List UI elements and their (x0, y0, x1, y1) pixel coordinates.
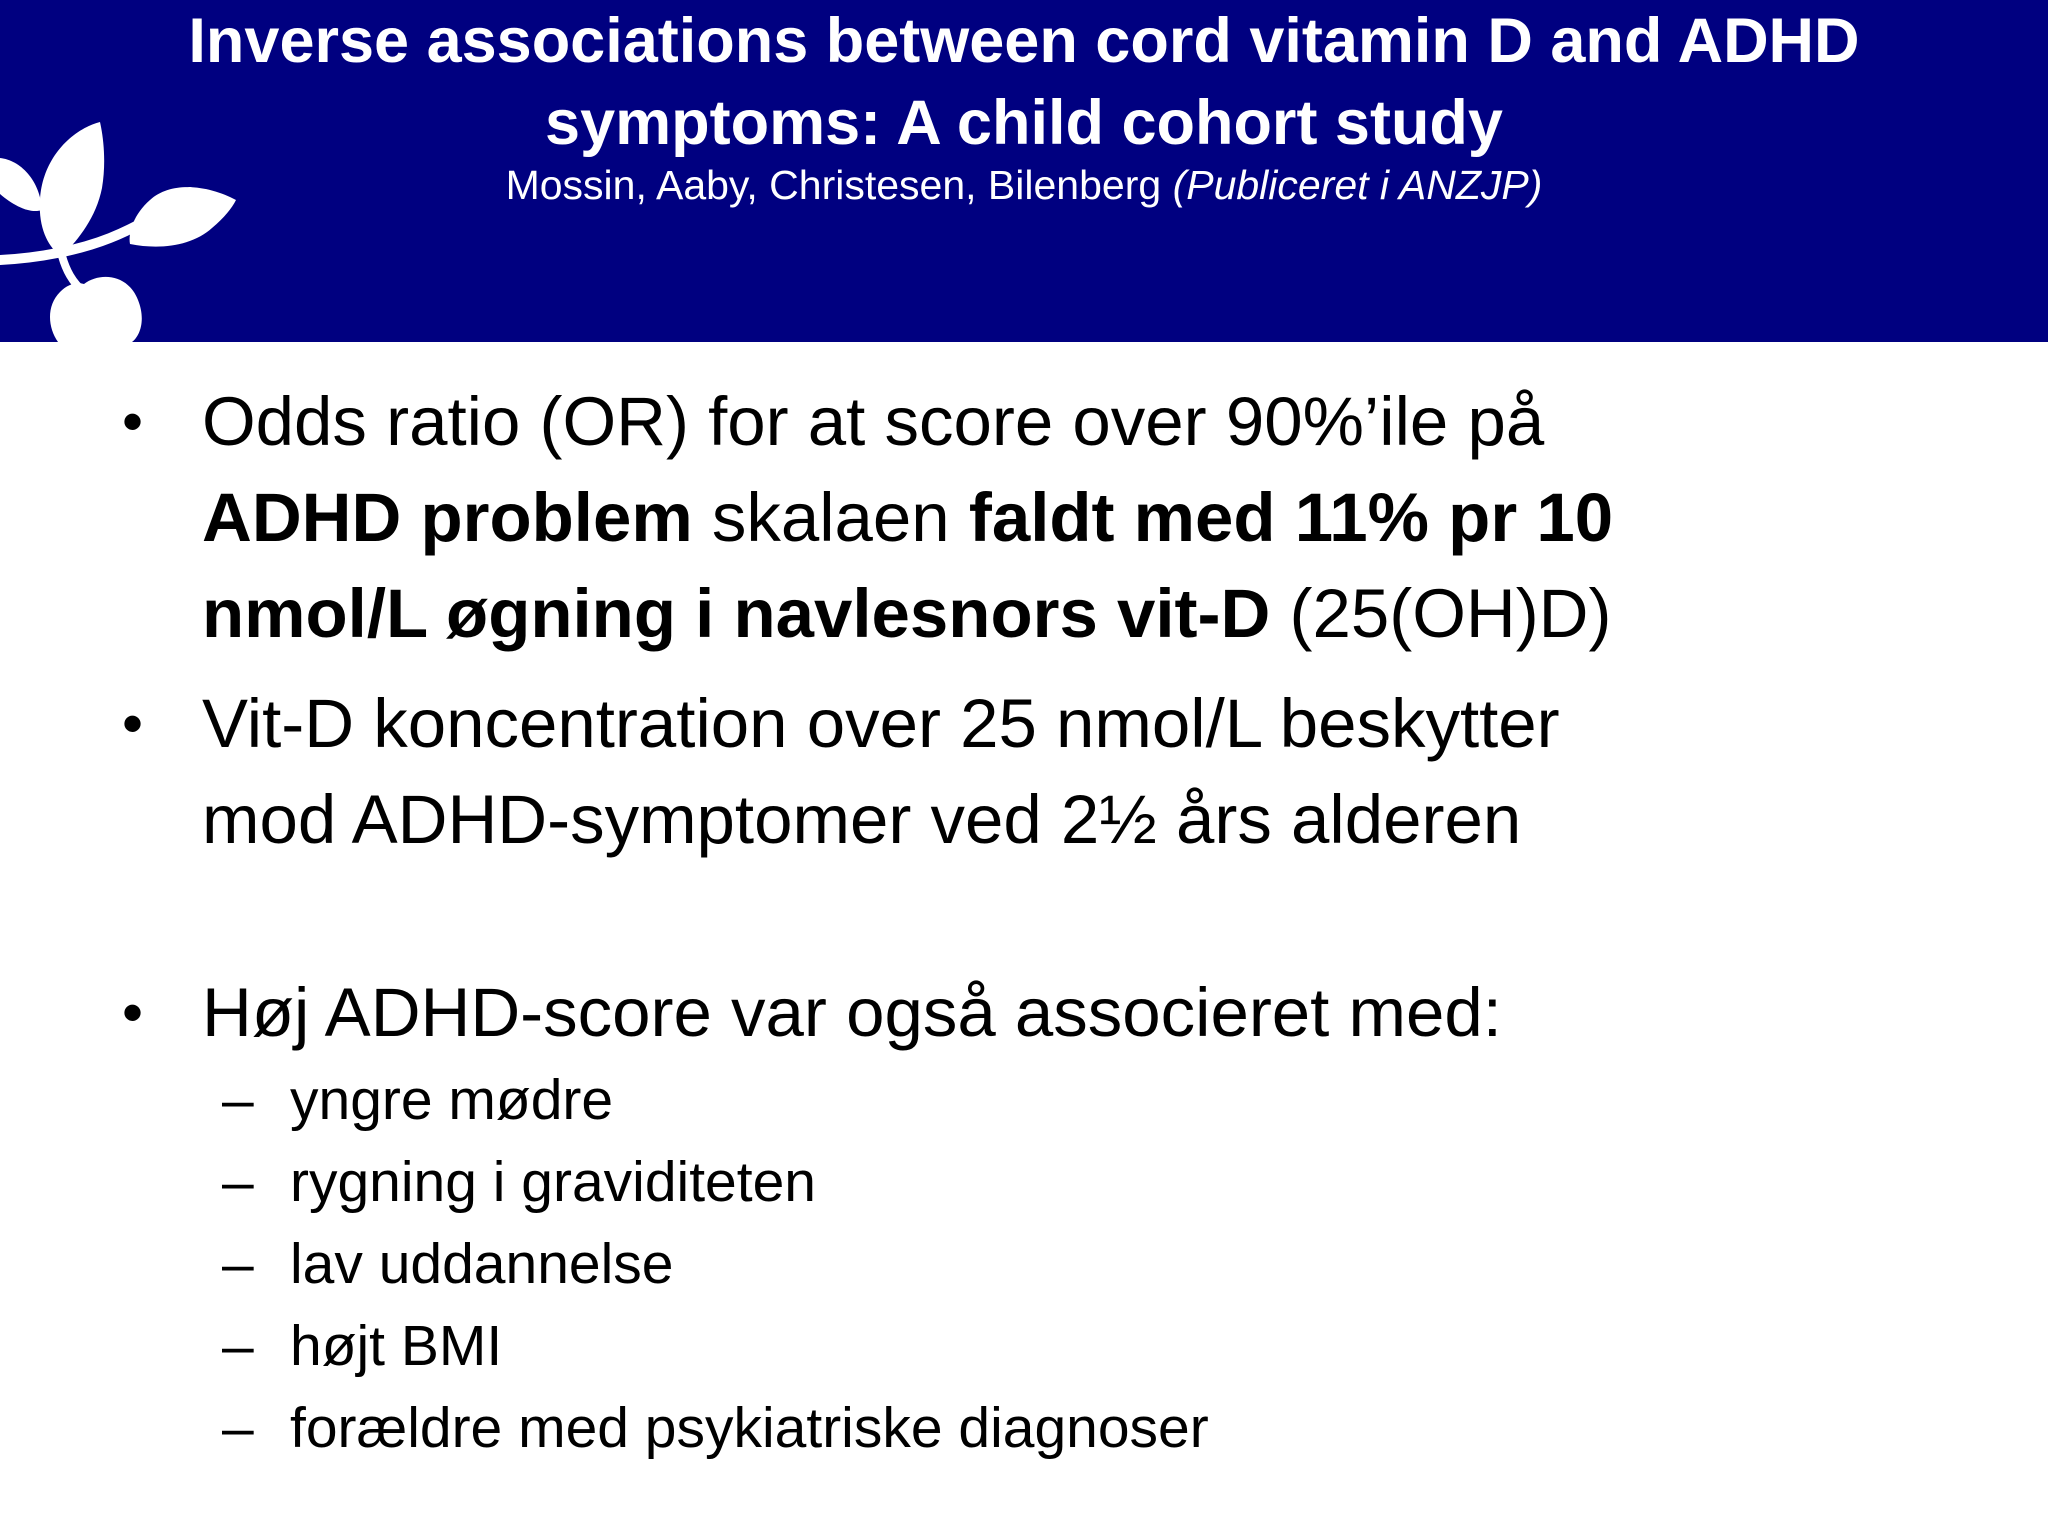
bold-text: faldt med 11% pr 10 (968, 479, 1614, 556)
bold-text: ADHD problem (202, 479, 693, 556)
normal-text: (25(OH)D) (1270, 575, 1612, 652)
sub-item-text: lav uddannelse (290, 1232, 674, 1296)
bullet-line: mod ADHD-symptomer ved 2½ års alderen (202, 781, 1522, 858)
bullet-line (202, 566, 1613, 662)
authors: Mossin, Aaby, Christesen, Bilenberg (505, 162, 1162, 208)
bullet-text (202, 676, 1560, 868)
bullet-line: Høj ADHD-score var også associeret med: (202, 974, 1502, 1051)
sub-item-text: forældre med psykiatriske diagnoser (290, 1396, 1209, 1460)
title-line-1: Inverse associations between cord vitamin D and ADHD (188, 6, 1860, 76)
bold-text: nmol/L øgning i navlesnors vit-D (202, 575, 1271, 652)
bullet-text (202, 374, 1613, 662)
title-line-2: symptoms: A child cohort study (545, 88, 1503, 158)
dash-marker: – (222, 1232, 254, 1296)
dash-marker: – (222, 1396, 254, 1460)
bullet-marker: • (122, 388, 144, 455)
publication-note: (Publiceret i ANZJP) (1172, 162, 1543, 208)
bullet-marker: • (122, 690, 144, 757)
dash-marker: – (222, 1068, 254, 1132)
dash-marker: – (222, 1150, 254, 1214)
normal-text: skalaen (692, 479, 969, 556)
bullet-line: Odds ratio (OR) for at score over 90%’ile på (202, 383, 1545, 460)
bullet-text (202, 965, 1502, 1061)
bullet-marker: • (122, 979, 144, 1046)
sub-item-text: yngre mødre (290, 1068, 614, 1132)
bullet-line: Vit-D koncentration over 25 nmol/L beskytter (202, 685, 1560, 762)
bullet-line (202, 470, 1613, 566)
sub-item-text: rygning i graviditeten (290, 1150, 816, 1214)
sub-item-text: højt BMI (290, 1314, 503, 1378)
dash-marker: – (222, 1314, 254, 1378)
